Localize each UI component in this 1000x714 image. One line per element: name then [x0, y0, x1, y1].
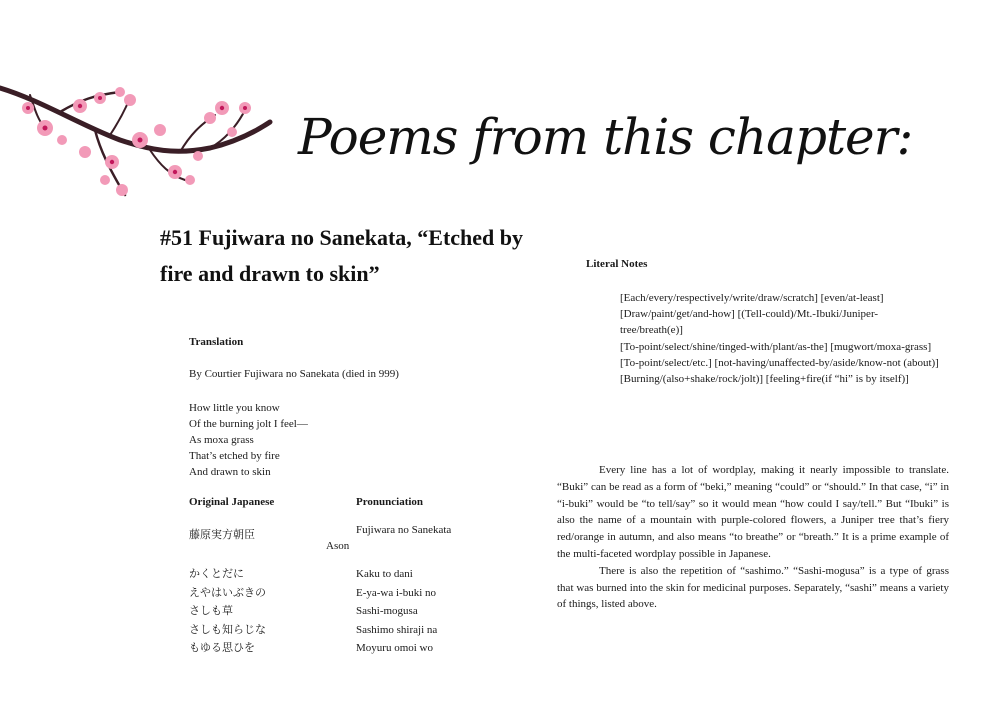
translation-line: Of the burning jolt I feel—: [189, 418, 308, 430]
pronunciation-line: E-ya-wa i-buki no: [356, 586, 437, 599]
commentary-paragraph: There is also the repetition of “sashimo.” “Sashi-mogusa” is a type of grass that was burned into the skin for medicinal purposes. Separately, “sashi” means a variety of things, listed above.: [557, 564, 949, 611]
pronunciation-author: Fujiwara no Sanekata: [356, 524, 452, 536]
original-line: さしも知らじな: [189, 622, 266, 636]
page-heading: Poems from this chapter:: [298, 108, 913, 166]
original-line: さしも草: [189, 604, 233, 617]
literal-note: [To-point/select/etc.] [not-having/unaffected-by/aside/know-not (about)]: [620, 356, 939, 369]
original-author-suffix: Ason: [326, 540, 350, 552]
translation-heading: Translation: [189, 336, 244, 348]
original-japanese-heading: Original Japanese: [189, 496, 275, 508]
translation-line: And drawn to skin: [189, 466, 271, 478]
pronunciation-line: Sashi-mogusa: [356, 605, 418, 617]
pronunciation-line: Kaku to dani: [356, 568, 413, 580]
original-line: えやはいぶきの: [189, 585, 266, 599]
pronunciation-lines: [356, 565, 437, 658]
literal-note: [Draw/paint/get/and-how] [(Tell-could)/Mt.-Ibuki/Juniper-tree/breath(e)]: [620, 308, 879, 337]
literal-note: [Each/every/respectively/write/draw/scratch] [even/at-least]: [620, 292, 884, 304]
original-line: もゆる思ひを: [189, 641, 255, 654]
translation-line: How little you know: [189, 402, 280, 414]
translation-byline: By Courtier Fujiwara no Sanekata (died in 999): [189, 368, 399, 380]
poem-title: #51 Fujiwara no Sanekata, “Etched by fire and drawn to skin”: [160, 225, 524, 286]
literal-note: [To-point/select/shine/tinged-with/plant/as-the] [mugwort/moxa-grass]: [620, 340, 932, 353]
commentary-paragraph: Every line has a lot of wordplay, making it nearly impossible to translate. “Buki” can be read as a form of “beki,” meaning “could” or “should.” In that case, “i” in “i-buki” would be “to tell/say” so it would mean “how could I say/tell.” But “Ibuki” is also the name of a mountain with purple-colored flowers, a Juniper tree that’s fiery red/orange in autumn, and also means “to breathe” or “breath.” It is a prime example of the multi-faceted wordplay possible in Japanese.: [557, 464, 949, 560]
literal-notes-lines: [620, 290, 940, 387]
original-line: かくとだに: [189, 567, 244, 580]
original-lines: [189, 565, 266, 658]
original-author: 藤原実方朝臣: [189, 528, 255, 541]
literal-notes-heading: Literal Notes: [586, 258, 648, 270]
pronunciation-line: Sashimo shiraji na: [356, 623, 438, 636]
translation-lines: [189, 400, 308, 480]
commentary: [557, 462, 949, 613]
cherry-blossom-branch-icon: [0, 70, 280, 220]
literal-note: [Burning/(also+shake/rock/jolt)] [feeling+fire(if “hi” is by itself)]: [620, 373, 909, 386]
translation-line: That’s etched by fire: [189, 450, 280, 462]
pronunciation-line: Moyuru omoi wo: [356, 642, 433, 654]
translation-line: As moxa grass: [189, 434, 254, 446]
pronunciation-heading: Pronunciation: [356, 496, 424, 508]
